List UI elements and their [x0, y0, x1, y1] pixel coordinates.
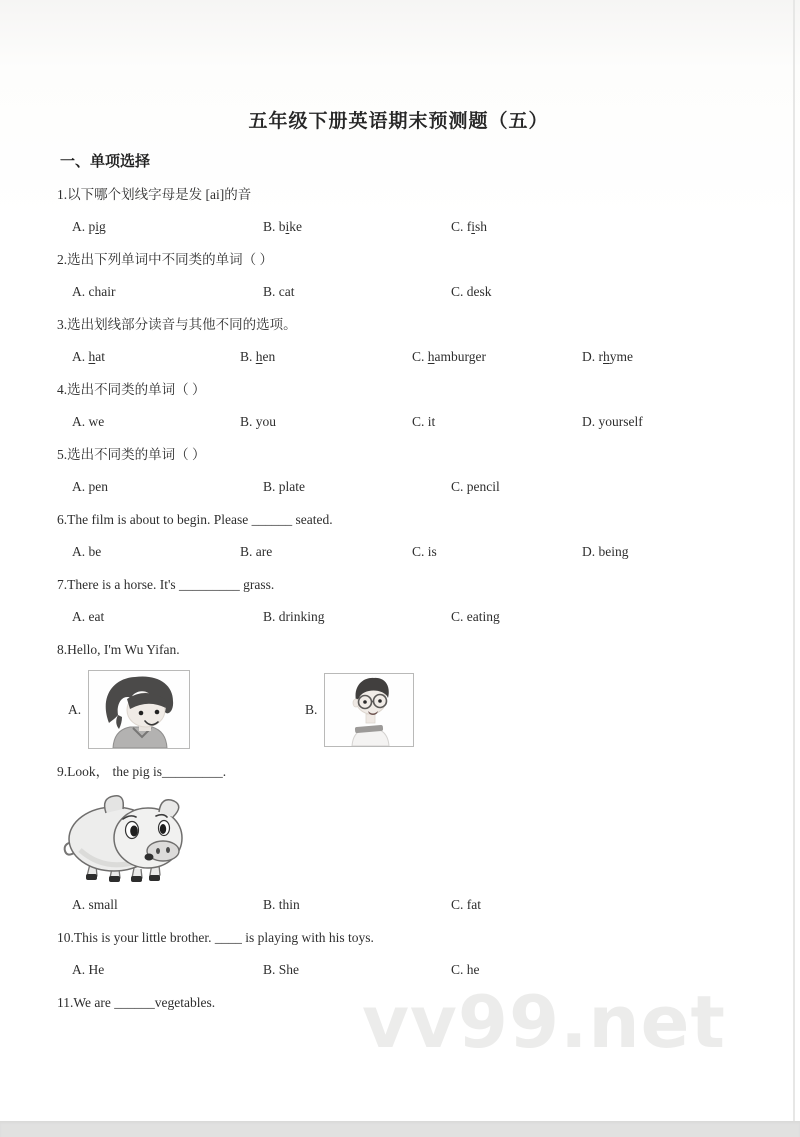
question-10-options — [57, 960, 740, 980]
question-6-options — [57, 542, 740, 562]
question-8-text: 8.Hello, I'm Wu Yifan. — [57, 642, 180, 657]
question-6-option-a: A. be — [72, 544, 102, 559]
question-6-option-d: D. being — [582, 544, 629, 559]
question-5-option-a: A. pen — [72, 479, 108, 494]
question-1-option-c: C. fish — [451, 219, 488, 234]
question-8-option-b-label: B. — [305, 701, 318, 717]
question-3-option-d: D. rhyme — [582, 349, 633, 364]
question-4-text: 4.选出不同类的单词（ ） — [57, 382, 206, 397]
question-3-option-a: A. hat — [72, 349, 105, 364]
question-8-option-a-label: A. — [68, 701, 82, 717]
question-1-options — [57, 217, 740, 237]
question-6 — [57, 510, 740, 562]
question-4-option-c: C. it — [412, 414, 436, 429]
question-2-options — [57, 282, 740, 302]
question-7-text: 7.There is a horse. It's _________ grass. — [57, 577, 275, 592]
question-6-text: 6.The film is about to begin. Please ______ seated. — [57, 512, 333, 527]
question-7-option-c: C. eating — [451, 609, 500, 624]
question-11-text: 11.We are ______vegetables. — [57, 995, 216, 1010]
page-title: 五年级下册英语期末预测题（五） — [248, 111, 549, 132]
question-8-option-b-image-box — [324, 673, 414, 747]
question-3-options — [57, 347, 740, 367]
question-1-option-a: A. pig — [72, 219, 106, 234]
question-5-options — [57, 477, 740, 497]
question-7-options — [57, 607, 740, 627]
question-2-option-a: A. chair — [72, 284, 116, 299]
child-with-dark-wavy-hair-image — [89, 671, 189, 748]
question-1-option-b: B. bike — [263, 219, 303, 234]
question-10-option-a: A. He — [72, 962, 105, 977]
question-10-text: 10.This is your little brother. ____ is playing with his toys. — [57, 930, 374, 945]
question-9 — [57, 762, 740, 915]
question-8-option-a-image-box — [88, 670, 190, 749]
question-4-option-d: D. yourself — [582, 414, 643, 429]
question-10-option-b: B. She — [263, 962, 300, 977]
question-8-options — [57, 670, 740, 749]
question-6-option-b: B. are — [240, 544, 273, 559]
cartoon-pig-image — [60, 792, 186, 883]
question-4-option-a: A. we — [72, 414, 105, 429]
boy-with-round-glasses-image — [325, 674, 413, 746]
question-4-option-b: B. you — [240, 414, 277, 429]
question-3 — [57, 315, 740, 367]
question-2-text: 2.选出下列单词中不同类的单词（ ） — [57, 252, 273, 267]
question-3-text: 3.选出划线部分读音与其他不同的选项。 — [57, 317, 297, 332]
question-1-text: 1.以下哪个划线字母是发 [ai]的音 — [57, 187, 252, 202]
question-5-text: 5.选出不同类的单词（ ） — [57, 447, 206, 462]
question-3-option-c: C. hamburger — [412, 349, 486, 364]
question-9-image-row — [57, 792, 740, 883]
watermark: vv99.net — [362, 980, 726, 1064]
question-10 — [57, 928, 740, 980]
question-10-option-c: C. he — [451, 962, 480, 977]
question-8-option-a — [68, 670, 305, 749]
question-4-options — [57, 412, 740, 432]
question-7 — [57, 575, 740, 627]
question-9-option-b: B. thin — [263, 897, 300, 912]
question-9-option-a: A. small — [72, 897, 118, 912]
question-5-option-b: B. plate — [263, 479, 305, 494]
question-8 — [57, 640, 740, 749]
question-2-option-c: C. desk — [451, 284, 492, 299]
question-9-option-c: C. fat — [451, 897, 481, 912]
question-5 — [57, 445, 740, 497]
question-1 — [57, 185, 740, 237]
question-7-option-a: A. eat — [72, 609, 105, 624]
question-4 — [57, 380, 740, 432]
question-7-option-b: B. drinking — [263, 609, 325, 624]
question-6-option-c: C. is — [412, 544, 437, 559]
question-5-option-c: C. pencil — [451, 479, 500, 494]
question-11 — [57, 993, 740, 1013]
question-9-text: 9.Look， the pig is_________. — [57, 764, 227, 779]
section-heading: 一、单项选择 — [60, 152, 151, 170]
question-8-option-b — [305, 670, 740, 749]
question-9-options — [57, 895, 740, 915]
question-2 — [57, 250, 740, 302]
question-3-option-b: B. hen — [240, 349, 276, 364]
question-2-option-b: B. cat — [263, 284, 295, 299]
